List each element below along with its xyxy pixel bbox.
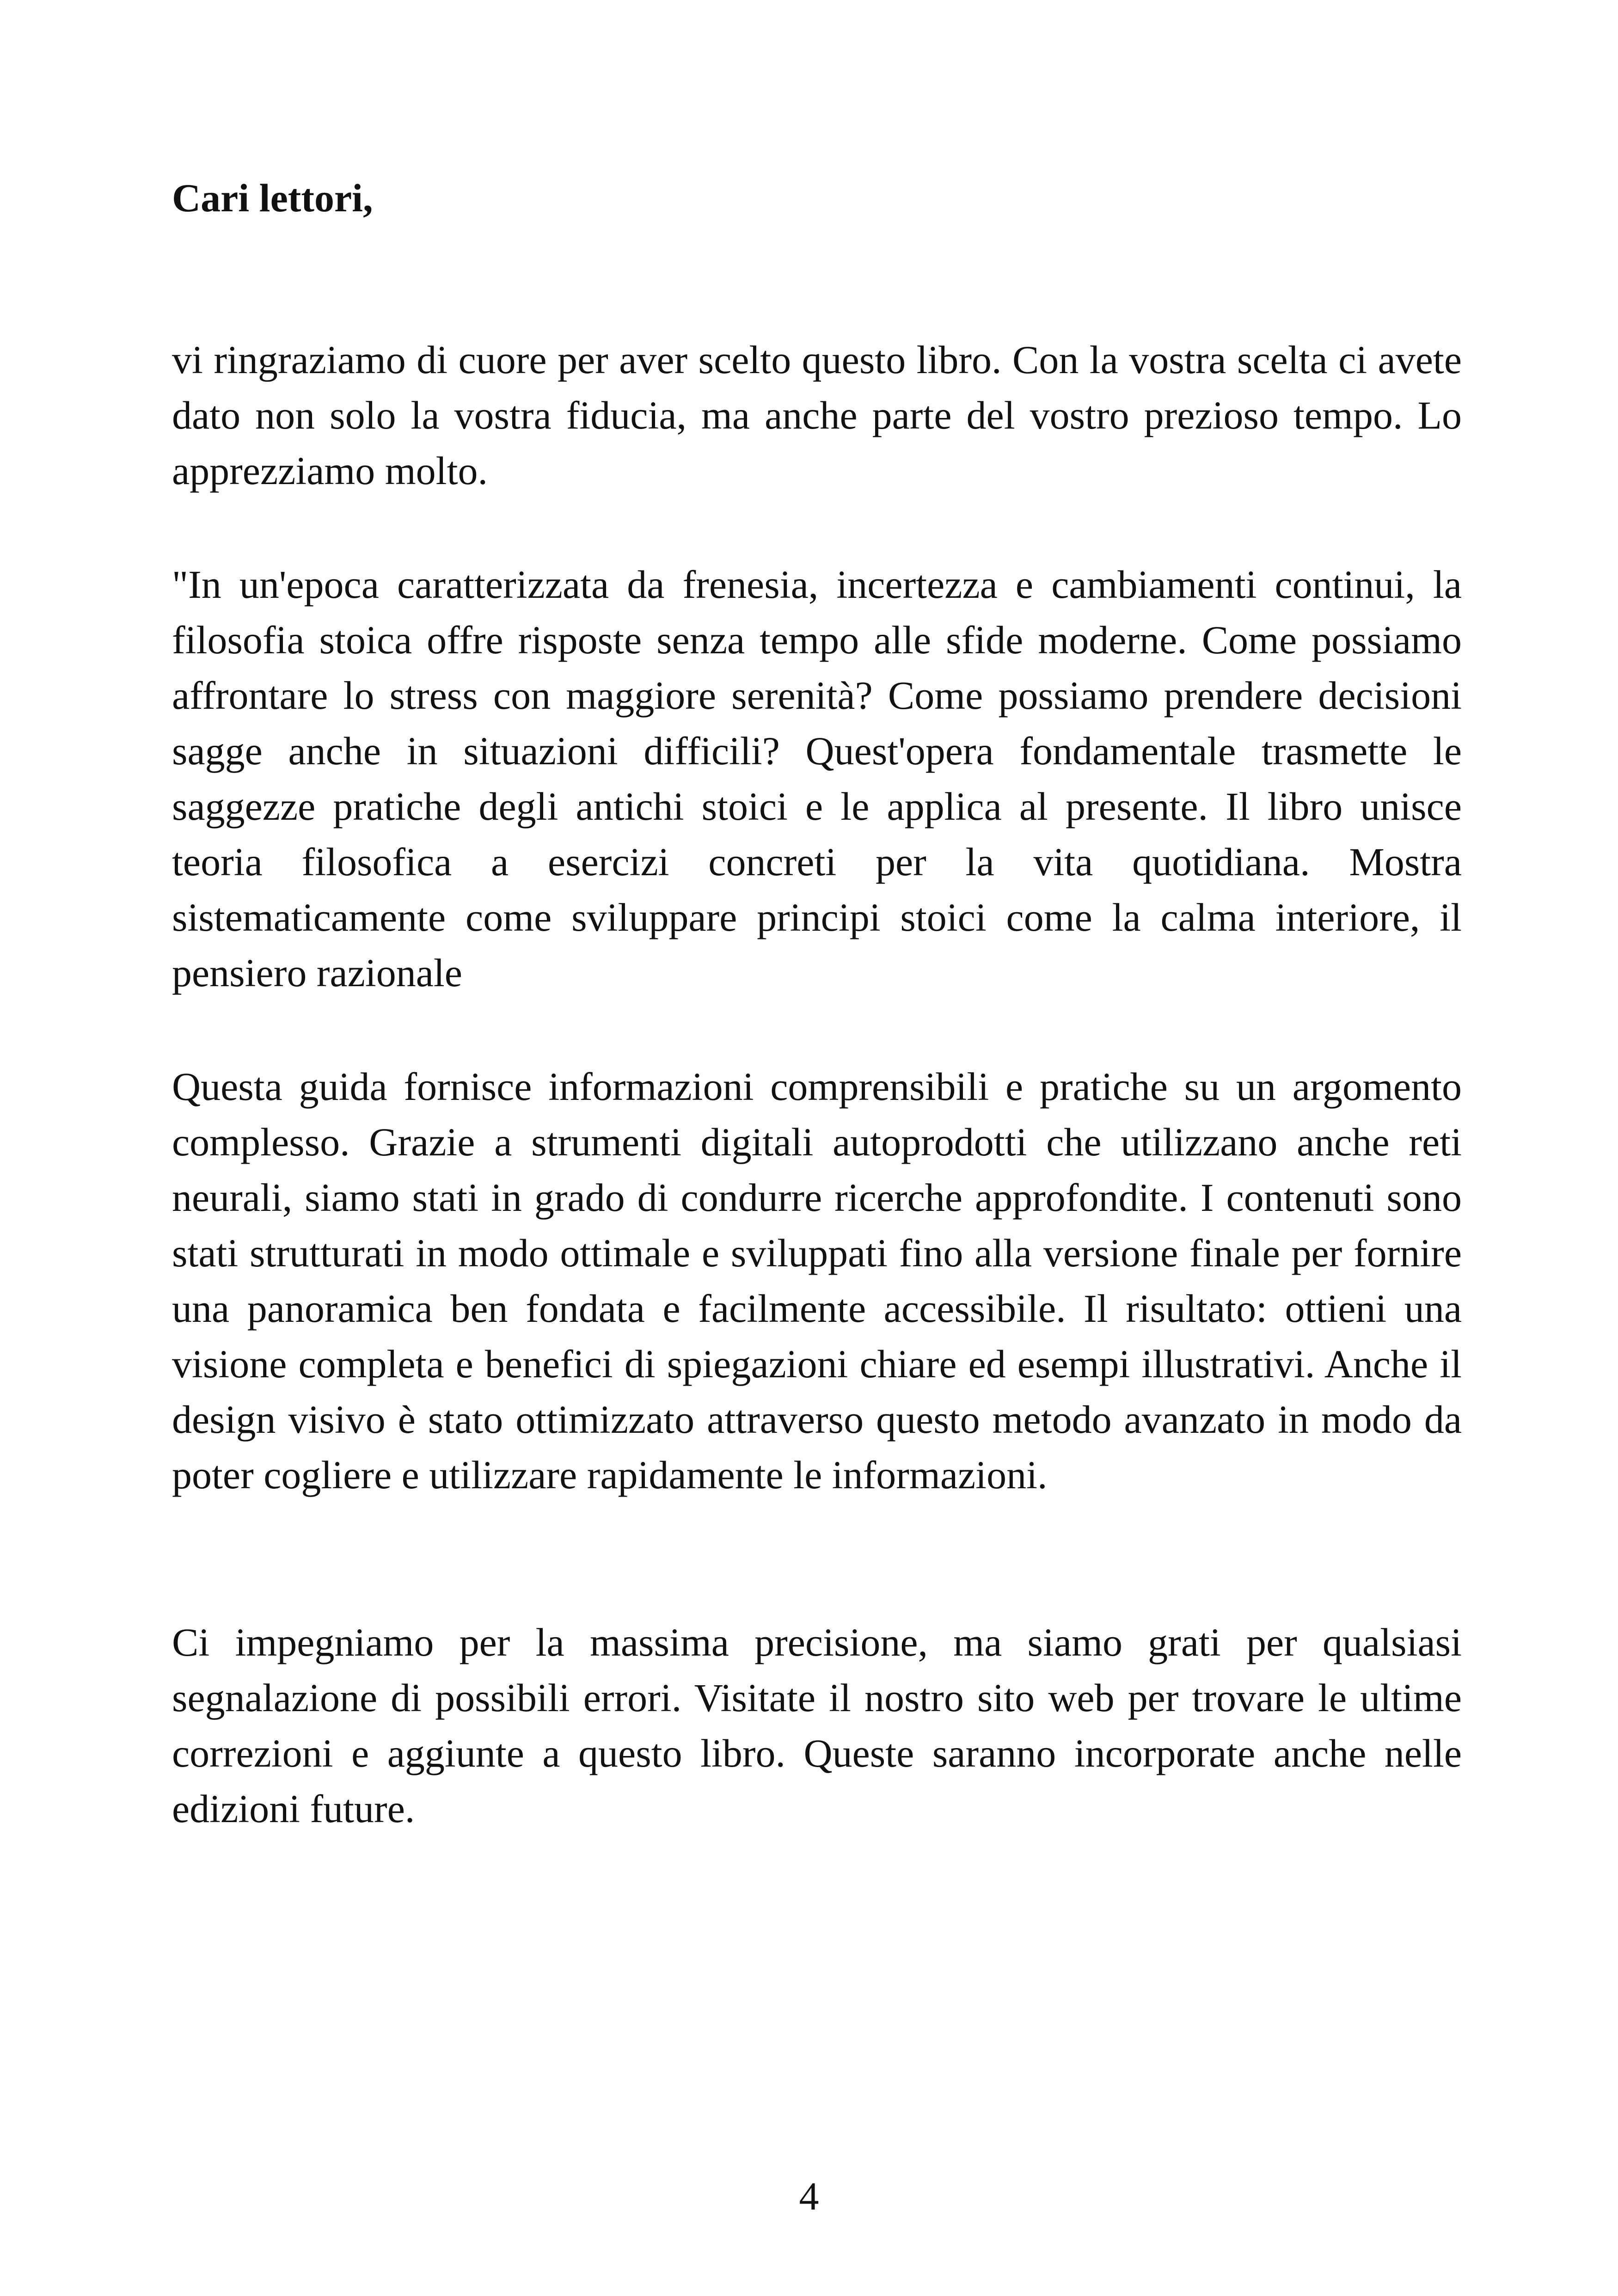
paragraph-book-description: "In un'epoca caratterizzata da frenesia, incertezza e cambiamenti continui, la filosofia stoica offre risposte senza tempo alle sfide moderne. Come possiamo affrontare lo stress con maggiore serenità? Come possiamo prendere decisioni sagge anche in situazioni difficili? Quest'opera fondamentale trasmette le saggezze pratiche degli antichi stoici e le applica al presente. Il libro unisce teoria filosofica a esercizi concreti per la vita quotidiana. Mostra sistematicamente come sviluppare principi stoici come la calma interiore, il pensiero razionale (172, 562, 1462, 995)
paragraph-guide-method: Questa guida fornisce informazioni comprensibili e pratiche su un argomento complesso. Grazie a strumenti digitali autoprodotti che utilizzano anche reti neurali, siamo stati in grado di condurre ricerche approfondite. I contenuti sono stati strutturati in modo ottimale e sviluppati fino alla versione finale per fornire una panoramica ben fondata e facilmente accessibile. Il risultato: ottieni una visione completa e benefici di spiegazioni chiare ed esempi illustrativi. Anche il design visivo è stato ottimizzato attraverso questo metodo avanzato in modo da poter cogliere e utilizzare rapidamente le informazioni. (172, 1064, 1462, 1497)
paragraph-thanks: vi ringraziamo di cuore per aver scelto questo libro. Con la vostra scelta ci avete dato non solo la vostra fiducia, ma anche parte del vostro prezioso tempo. Lo apprezziamo molto. (172, 338, 1462, 493)
page-number: 4 (799, 2174, 819, 2218)
salutation-heading: Cari lettori, (172, 176, 373, 220)
paragraph-errata: Ci impegniamo per la massima precisione, ma siamo grati per qualsiasi segnalazione di possibili errori. Visitate il nostro sito web per trovare le ultime correzioni e aggiunte a questo libro. Queste saranno incorporate anche nelle edizioni future. (172, 1620, 1462, 1831)
